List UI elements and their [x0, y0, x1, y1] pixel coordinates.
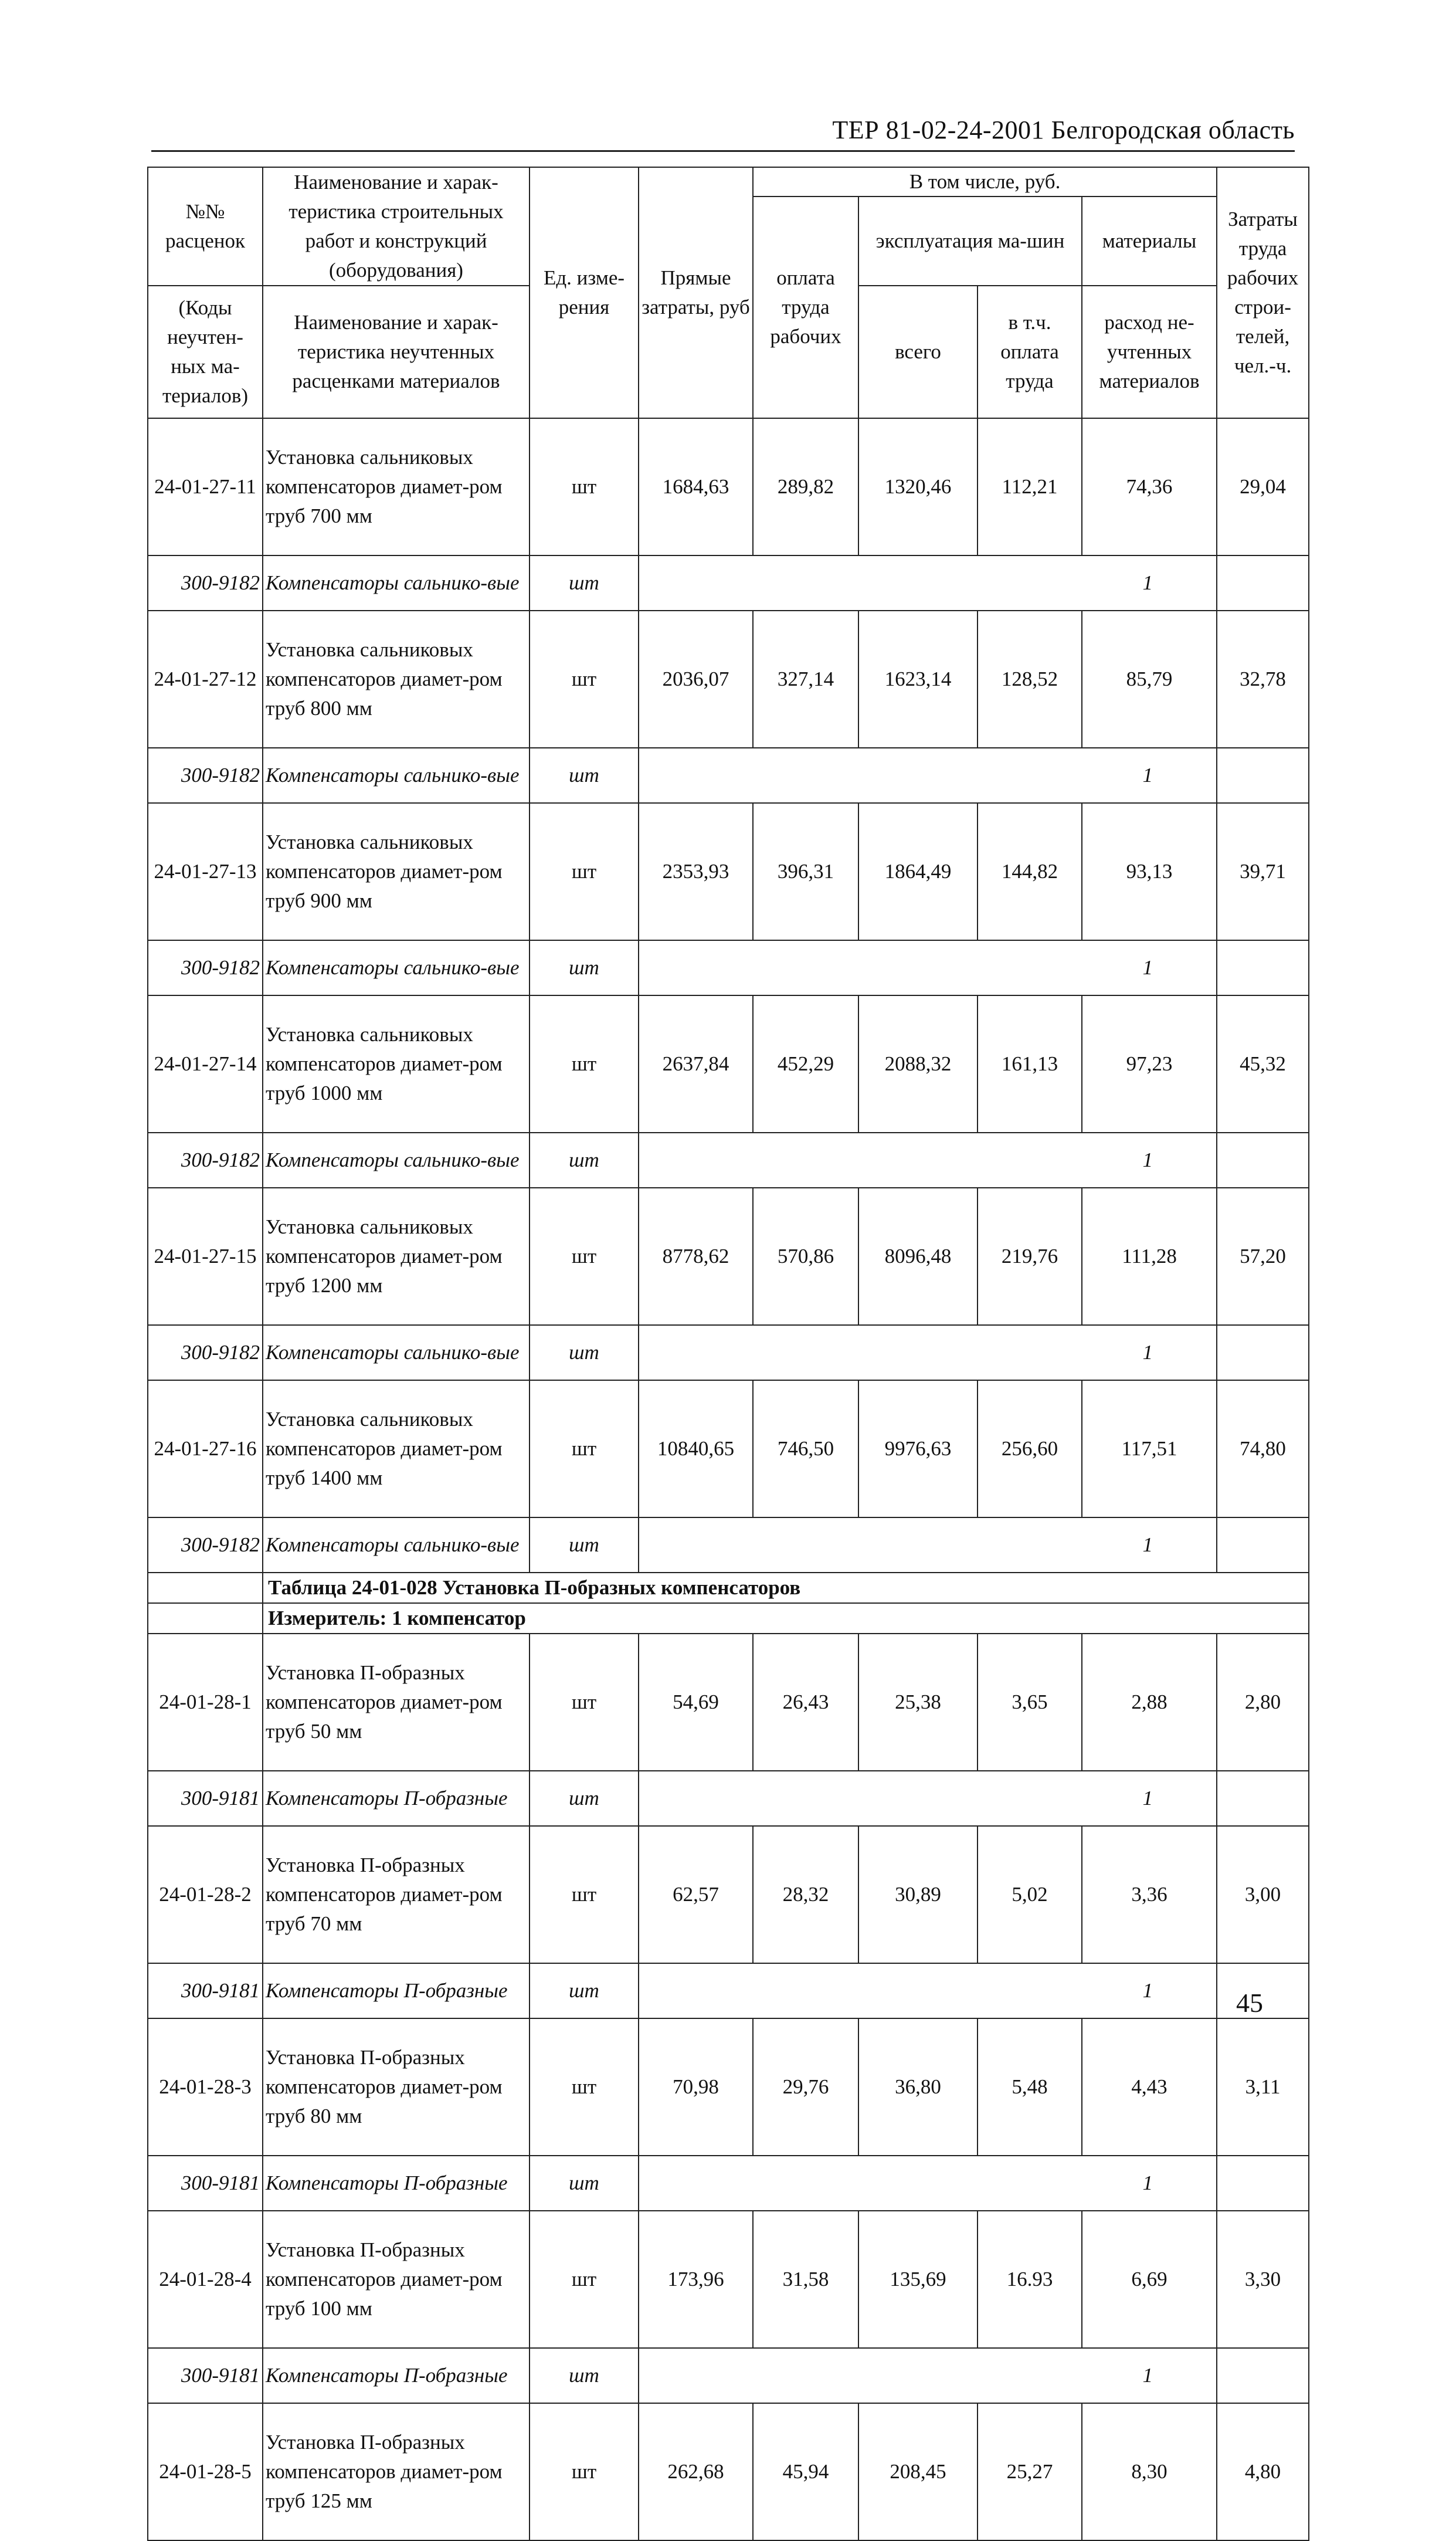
- materials-cost: 97,23: [1082, 995, 1217, 1133]
- material-labor-blank: [1217, 2348, 1309, 2403]
- material-code: 300-9181: [148, 1771, 263, 1826]
- worker-wages: 28,32: [753, 1826, 858, 1963]
- work-description: Установка П-образных компенсаторов диамет-ром труб 125 мм: [263, 2403, 530, 2540]
- rate-code: 24-01-28-1: [148, 1634, 263, 1771]
- material-row: [148, 1517, 1309, 1573]
- work-description: Установка сальниковых компенсаторов диамет-ром труб 800 мм: [263, 611, 530, 748]
- material-name: Компенсаторы П-образные: [263, 1771, 530, 1826]
- direct-costs: 1684,63: [639, 418, 753, 555]
- header-name: Наименование и харак-теристика строительных работ и конструкций (оборудования): [263, 167, 530, 286]
- header-including: В том числе, руб.: [753, 167, 1217, 196]
- labor-costs: 57,20: [1217, 1188, 1309, 1325]
- material-labor-blank: [1217, 555, 1309, 611]
- materials-cost: 74,36: [1082, 418, 1217, 555]
- worker-wages: 746,50: [753, 1380, 858, 1517]
- header-machines: эксплуатация ма-шин: [858, 196, 1082, 286]
- rate-row: [148, 1188, 1309, 1325]
- machines-wages: 144,82: [978, 803, 1082, 940]
- table-body-compensators-u: [148, 1634, 1309, 2540]
- rate-row: [148, 1826, 1309, 1963]
- machines-total: 135,69: [858, 2211, 978, 2348]
- unit: шт: [530, 1634, 639, 1771]
- machines-wages: 25,27: [978, 2403, 1082, 2540]
- header-direct-costs: Прямые затраты, руб: [639, 167, 753, 418]
- material-consumption: 1: [639, 1771, 1217, 1826]
- worker-wages: 570,86: [753, 1188, 858, 1325]
- direct-costs: 2353,93: [639, 803, 753, 940]
- work-description: Установка сальниковых компенсаторов диамет-ром труб 900 мм: [263, 803, 530, 940]
- direct-costs: 2637,84: [639, 995, 753, 1133]
- machines-total: 36,80: [858, 2018, 978, 2156]
- direct-costs: 2036,07: [639, 611, 753, 748]
- direct-costs: 62,57: [639, 1826, 753, 1963]
- header-name-sub: Наименование и харак-теристика неучтенных расценками материалов: [263, 286, 530, 418]
- materials-cost: 8,30: [1082, 2403, 1217, 2540]
- direct-costs: 262,68: [639, 2403, 753, 2540]
- table-body-compensators-gland: [148, 418, 1309, 1573]
- worker-wages: 31,58: [753, 2211, 858, 2348]
- labor-costs: 2,80: [1217, 1634, 1309, 1771]
- rate-row: [148, 803, 1309, 940]
- unit: шт: [530, 1826, 639, 1963]
- material-name: Компенсаторы П-образные: [263, 1963, 530, 2018]
- work-description: Установка П-образных компенсаторов диамет-ром труб 70 мм: [263, 1826, 530, 1963]
- materials-cost: 111,28: [1082, 1188, 1217, 1325]
- rate-row: [148, 2211, 1309, 2348]
- machines-wages: 112,21: [978, 418, 1082, 555]
- materials-cost: 3,36: [1082, 1826, 1217, 1963]
- material-consumption: 1: [639, 1963, 1217, 2018]
- rate-code: 24-01-28-2: [148, 1826, 263, 1963]
- header-machines-total: всего: [858, 286, 978, 418]
- material-consumption: 1: [639, 2156, 1217, 2211]
- materials-cost: 6,69: [1082, 2211, 1217, 2348]
- material-consumption: 1: [639, 1517, 1217, 1573]
- material-consumption: 1: [639, 940, 1217, 995]
- rates-table: [147, 167, 1309, 2541]
- document-title: ТЕР 81-02-24-2001 Белгородская область: [832, 116, 1295, 144]
- unit: шт: [530, 995, 639, 1133]
- unit: шт: [530, 1188, 639, 1325]
- materials-cost: 4,43: [1082, 2018, 1217, 2156]
- materials-cost: 93,13: [1082, 803, 1217, 940]
- worker-wages: 26,43: [753, 1634, 858, 1771]
- material-row: [148, 555, 1309, 611]
- work-description: Установка сальниковых компенсаторов диамет-ром труб 700 мм: [263, 418, 530, 555]
- rate-row: [148, 1380, 1309, 1517]
- header-wages: оплата труда рабочих: [753, 196, 858, 418]
- rate-code: 24-01-28-3: [148, 2018, 263, 2156]
- labor-costs: 3,00: [1217, 1826, 1309, 1963]
- material-name: Компенсаторы сальнико-вые: [263, 1325, 530, 1380]
- material-consumption: 1: [639, 1325, 1217, 1380]
- labor-costs: 32,78: [1217, 611, 1309, 748]
- worker-wages: 327,14: [753, 611, 858, 748]
- direct-costs: 173,96: [639, 2211, 753, 2348]
- rate-code: 24-01-27-15: [148, 1188, 263, 1325]
- unit: шт: [530, 611, 639, 748]
- machines-wages: 256,60: [978, 1380, 1082, 1517]
- header-code: №№ расценок: [148, 167, 263, 286]
- direct-costs: 8778,62: [639, 1188, 753, 1325]
- machines-wages: 16.93: [978, 2211, 1082, 2348]
- material-unit: шт: [530, 748, 639, 803]
- rate-code: 24-01-27-11: [148, 418, 263, 555]
- machines-total: 1864,49: [858, 803, 978, 940]
- material-name: Компенсаторы сальнико-вые: [263, 940, 530, 995]
- materials-cost: 2,88: [1082, 1634, 1217, 1771]
- unit: шт: [530, 2211, 639, 2348]
- work-description: Установка сальниковых компенсаторов диамет-ром труб 1200 мм: [263, 1188, 530, 1325]
- material-labor-blank: [1217, 748, 1309, 803]
- material-code: 300-9182: [148, 1517, 263, 1573]
- material-code: 300-9181: [148, 2156, 263, 2211]
- rate-row: [148, 2403, 1309, 2540]
- machines-wages: 219,76: [978, 1188, 1082, 1325]
- work-description: Установка П-образных компенсаторов диамет-ром труб 100 мм: [263, 2211, 530, 2348]
- labor-costs: 29,04: [1217, 418, 1309, 555]
- header-materials: материалы: [1082, 196, 1217, 286]
- material-row: [148, 1325, 1309, 1380]
- material-row: [148, 1963, 1309, 2018]
- labor-costs: 3,11: [1217, 2018, 1309, 2156]
- rate-row: [148, 611, 1309, 748]
- material-labor-blank: [1217, 1517, 1309, 1573]
- header-unit: Ед. изме-рения: [530, 167, 639, 418]
- material-consumption: 1: [639, 555, 1217, 611]
- table-head: [148, 167, 1309, 418]
- material-code: 300-9182: [148, 555, 263, 611]
- materials-cost: 117,51: [1082, 1380, 1217, 1517]
- material-name: Компенсаторы сальнико-вые: [263, 748, 530, 803]
- page-header: [151, 115, 1295, 152]
- material-code: 300-9182: [148, 748, 263, 803]
- machines-total: 1623,14: [858, 611, 978, 748]
- material-row: [148, 2348, 1309, 2403]
- machines-wages: 161,13: [978, 995, 1082, 1133]
- rate-code: 24-01-27-12: [148, 611, 263, 748]
- header-labor: Затраты труда рабочих строи-телей, чел.-ч.: [1217, 167, 1309, 418]
- material-unit: шт: [530, 940, 639, 995]
- header-code-sub: (Коды неучтен-ных ма-териалов): [148, 286, 263, 418]
- work-description: Установка П-образных компенсаторов диамет-ром труб 50 мм: [263, 1634, 530, 1771]
- material-code: 300-9181: [148, 1963, 263, 2018]
- work-description: Установка П-образных компенсаторов диамет-ром труб 80 мм: [263, 2018, 530, 2156]
- machines-total: 8096,48: [858, 1188, 978, 1325]
- worker-wages: 29,76: [753, 2018, 858, 2156]
- material-consumption: 1: [639, 1133, 1217, 1188]
- page-number: 45: [1236, 1988, 1263, 2018]
- material-code: 300-9181: [148, 2348, 263, 2403]
- material-name: Компенсаторы сальнико-вые: [263, 555, 530, 611]
- rate-row: [148, 1634, 1309, 1771]
- material-consumption: 1: [639, 748, 1217, 803]
- labor-costs: 3,30: [1217, 2211, 1309, 2348]
- section-measure-blank: [148, 1603, 263, 1634]
- material-unit: шт: [530, 1771, 639, 1826]
- header-machines-wages: в т.ч. оплата труда: [978, 286, 1082, 418]
- material-labor-blank: [1217, 1771, 1309, 1826]
- section-title: Таблица 24-01-028 Установка П-образных компенсаторов: [263, 1573, 1309, 1603]
- material-unit: шт: [530, 2156, 639, 2211]
- machines-total: 2088,32: [858, 995, 978, 1133]
- rate-code: 24-01-28-4: [148, 2211, 263, 2348]
- machines-wages: 5,02: [978, 1826, 1082, 1963]
- material-unit: шт: [530, 2348, 639, 2403]
- rate-code: 24-01-27-16: [148, 1380, 263, 1517]
- material-consumption: 1: [639, 2348, 1217, 2403]
- material-labor-blank: [1217, 1133, 1309, 1188]
- material-row: [148, 1771, 1309, 1826]
- machines-total: 208,45: [858, 2403, 978, 2540]
- material-unit: шт: [530, 555, 639, 611]
- material-unit: шт: [530, 1133, 639, 1188]
- rate-code: 24-01-27-13: [148, 803, 263, 940]
- material-row: [148, 1133, 1309, 1188]
- rate-row: [148, 995, 1309, 1133]
- unit: шт: [530, 803, 639, 940]
- machines-wages: 128,52: [978, 611, 1082, 748]
- rate-code: 24-01-28-5: [148, 2403, 263, 2540]
- material-code: 300-9182: [148, 1325, 263, 1380]
- material-code: 300-9182: [148, 1133, 263, 1188]
- rates-table-container: [147, 167, 1297, 2541]
- material-row: [148, 940, 1309, 995]
- material-unit: шт: [530, 1963, 639, 2018]
- labor-costs: 74,80: [1217, 1380, 1309, 1517]
- machines-wages: 3,65: [978, 1634, 1082, 1771]
- direct-costs: 10840,65: [639, 1380, 753, 1517]
- material-unit: шт: [530, 1517, 639, 1573]
- labor-costs: 39,71: [1217, 803, 1309, 940]
- worker-wages: 452,29: [753, 995, 858, 1133]
- machines-total: 30,89: [858, 1826, 978, 1963]
- material-unit: шт: [530, 1325, 639, 1380]
- machines-total: 25,38: [858, 1634, 978, 1771]
- material-row: [148, 748, 1309, 803]
- rate-code: 24-01-27-14: [148, 995, 263, 1133]
- material-labor-blank: [1217, 2156, 1309, 2211]
- material-name: Компенсаторы П-образные: [263, 2348, 530, 2403]
- material-name: Компенсаторы сальнико-вые: [263, 1133, 530, 1188]
- worker-wages: 289,82: [753, 418, 858, 555]
- rate-row: [148, 2018, 1309, 2156]
- work-description: Установка сальниковых компенсаторов диамет-ром труб 1400 мм: [263, 1380, 530, 1517]
- section-title-blank: [148, 1573, 263, 1603]
- direct-costs: 70,98: [639, 2018, 753, 2156]
- material-code: 300-9182: [148, 940, 263, 995]
- materials-cost: 85,79: [1082, 611, 1217, 748]
- section-measure-row: [148, 1603, 1309, 1634]
- material-name: Компенсаторы сальнико-вые: [263, 1517, 530, 1573]
- material-name: Компенсаторы П-образные: [263, 2156, 530, 2211]
- material-labor-blank: [1217, 1325, 1309, 1380]
- labor-costs: 45,32: [1217, 995, 1309, 1133]
- rate-row: [148, 418, 1309, 555]
- worker-wages: 396,31: [753, 803, 858, 940]
- material-labor-blank: [1217, 940, 1309, 995]
- table-section-header: [148, 1573, 1309, 1634]
- unit: шт: [530, 2403, 639, 2540]
- work-description: Установка сальниковых компенсаторов диамет-ром труб 1000 мм: [263, 995, 530, 1133]
- direct-costs: 54,69: [639, 1634, 753, 1771]
- labor-costs: 4,80: [1217, 2403, 1309, 2540]
- unit: шт: [530, 2018, 639, 2156]
- machines-total: 1320,46: [858, 418, 978, 555]
- header-materials-sub: расход не-учтенных материалов: [1082, 286, 1217, 418]
- machines-total: 9976,63: [858, 1380, 978, 1517]
- unit: шт: [530, 418, 639, 555]
- worker-wages: 45,94: [753, 2403, 858, 2540]
- machines-wages: 5,48: [978, 2018, 1082, 2156]
- material-row: [148, 2156, 1309, 2211]
- section-measure: Измеритель: 1 компенсатор: [263, 1603, 1309, 1634]
- section-title-row: [148, 1573, 1309, 1603]
- unit: шт: [530, 1380, 639, 1517]
